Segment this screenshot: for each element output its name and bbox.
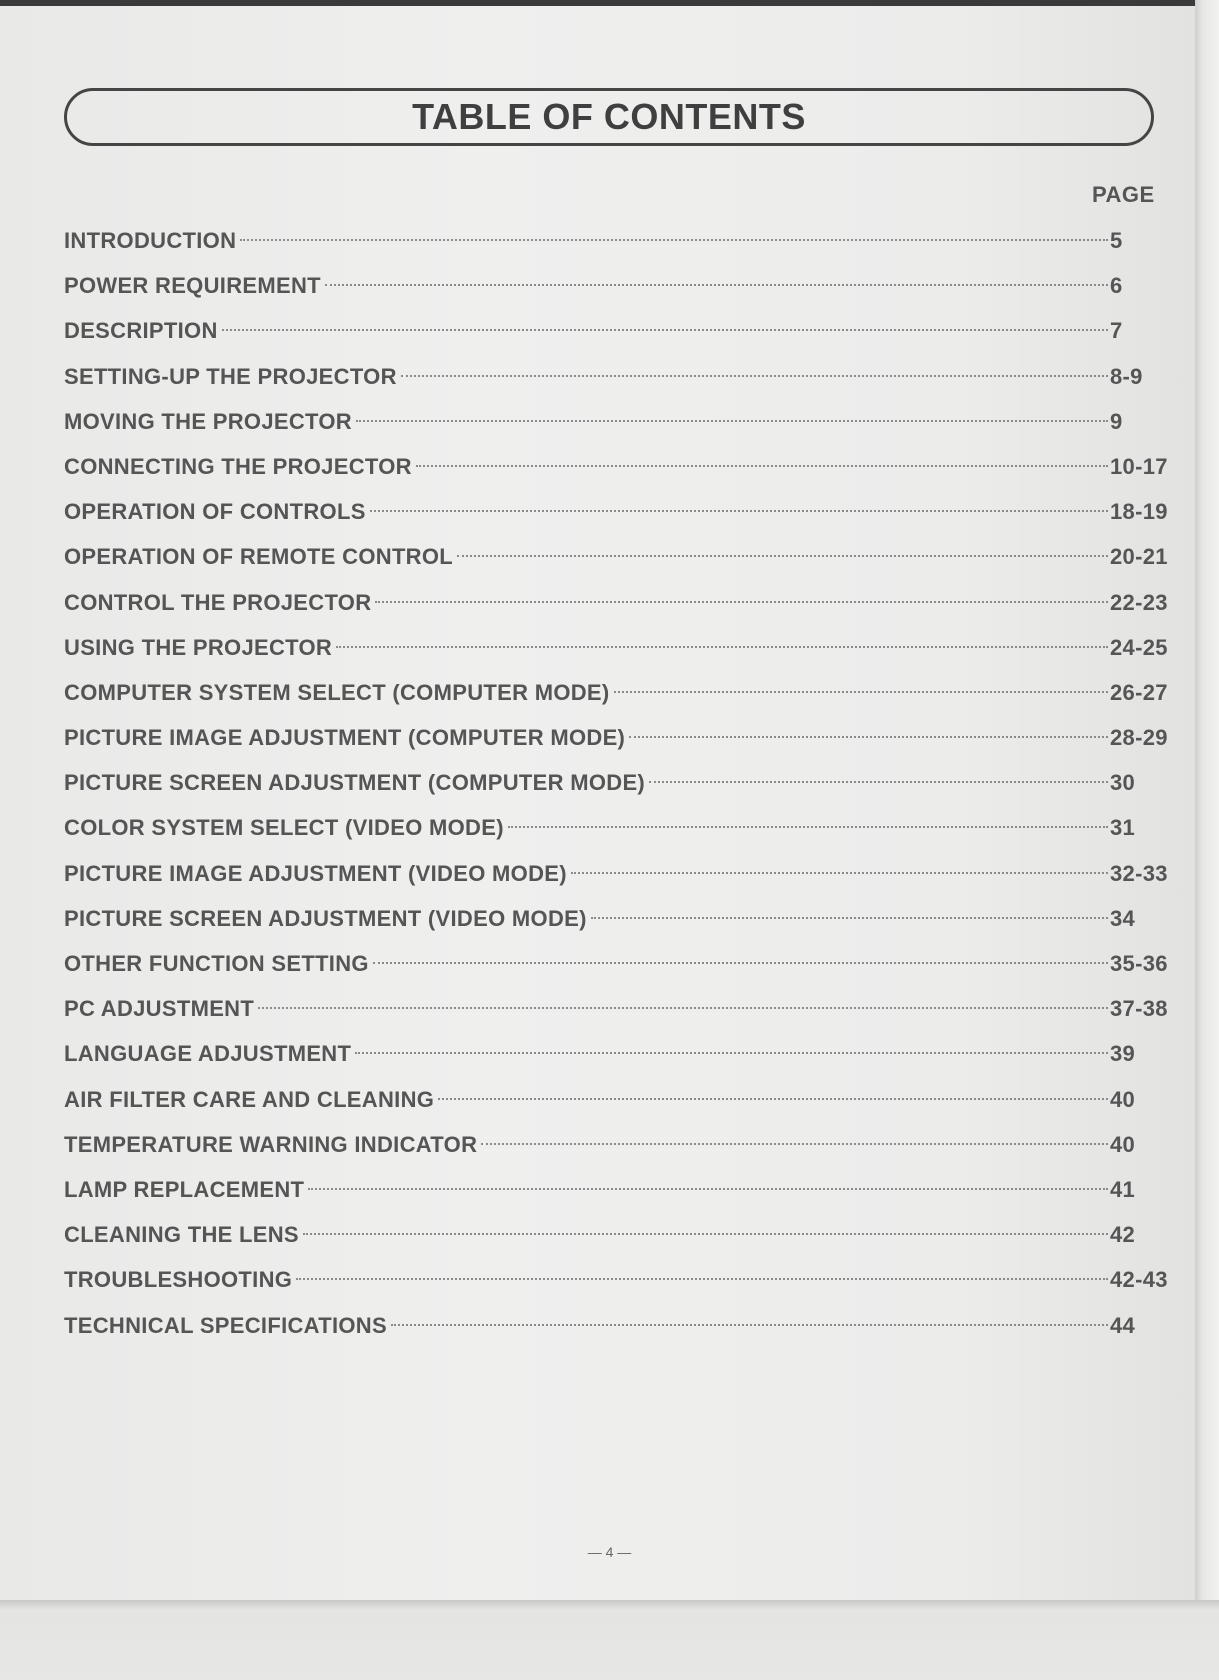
toc-entry xyxy=(64,996,1172,1041)
toc-entry-page: 32-33 xyxy=(1110,860,1168,886)
toc-entry-page: 40 xyxy=(1110,1131,1136,1157)
toc-entry-page: 34 xyxy=(1110,905,1136,931)
toc-entry xyxy=(64,861,1172,906)
toc-entry xyxy=(64,1267,1172,1312)
toc-entry-title: PICTURE SCREEN ADJUSTMENT (VIDEO MODE) xyxy=(64,905,587,931)
toc-entry-page: 35-36 xyxy=(1110,951,1168,976)
page-column-header: PAGE xyxy=(1092,182,1155,207)
dot-leader xyxy=(375,601,1108,603)
toc-entry xyxy=(64,409,1172,454)
toc-entry xyxy=(64,590,1172,635)
toc-entry xyxy=(64,364,1172,409)
toc-entry-page: 30 xyxy=(1110,770,1136,796)
toc-entry-title: PICTURE IMAGE ADJUSTMENT (VIDEO MODE) xyxy=(64,860,567,886)
toc-entry-page: 40 xyxy=(1110,1086,1136,1112)
toc-entry-page: 41 xyxy=(1110,1176,1136,1202)
toc-entry-page: 18-19 xyxy=(1110,499,1168,525)
dot-leader xyxy=(308,1188,1108,1190)
dot-leader xyxy=(296,1278,1108,1280)
toc-entry-title: CONTROL THE PROJECTOR xyxy=(64,589,372,615)
toc-entry-title: TEMPERATURE WARNING INDICATOR xyxy=(64,1131,478,1157)
dot-leader xyxy=(629,736,1108,738)
toc-entry-title: TROUBLESHOOTING xyxy=(64,1267,293,1293)
toc-entry-title: USING THE PROJECTOR xyxy=(64,634,333,660)
dot-leader xyxy=(373,962,1108,964)
toc-entry-title: POWER REQUIREMENT xyxy=(64,273,321,299)
dot-leader xyxy=(336,646,1108,648)
dot-leader xyxy=(303,1233,1108,1235)
toc-entry-page: 10-17 xyxy=(1110,453,1168,479)
toc-entry xyxy=(64,815,1172,860)
toc-entry-page: 24-25 xyxy=(1110,634,1168,660)
dot-leader xyxy=(591,917,1108,919)
scan-bottom-edge xyxy=(0,1600,1219,1680)
toc-entry-page: 9 xyxy=(1110,408,1123,434)
toc-entry-title: PC ADJUSTMENT xyxy=(64,996,255,1022)
toc-entry-title: SETTING-UP THE PROJECTOR xyxy=(64,363,397,389)
toc-entry-page: 39 xyxy=(1110,1041,1136,1067)
toc-entry-title: CONNECTING THE PROJECTOR xyxy=(64,453,412,479)
toc-entry xyxy=(64,499,1172,544)
dot-leader xyxy=(401,375,1108,377)
toc-entry xyxy=(64,635,1172,680)
dot-leader xyxy=(370,510,1108,512)
dot-leader xyxy=(391,1324,1108,1326)
toc-entry xyxy=(64,1087,1172,1132)
toc-entry-title: LAMP REPLACEMENT xyxy=(64,1176,305,1202)
toc-entry xyxy=(64,1177,1172,1222)
dot-leader xyxy=(649,781,1108,783)
dot-leader xyxy=(416,465,1108,467)
table-of-contents xyxy=(64,228,1172,1358)
toc-entry-title: MOVING THE PROJECTOR xyxy=(64,408,352,434)
toc-entry xyxy=(64,1132,1172,1177)
dot-leader xyxy=(457,555,1108,557)
dot-leader xyxy=(571,872,1108,874)
toc-entry-title: OTHER FUNCTION SETTING xyxy=(64,951,369,976)
toc-entry xyxy=(64,951,1172,996)
title-frame xyxy=(64,88,1154,146)
toc-entry-title: OPERATION OF CONTROLS xyxy=(64,499,366,525)
toc-entry-title: INTRODUCTION xyxy=(64,228,237,253)
toc-entry-title: PICTURE IMAGE ADJUSTMENT (COMPUTER MODE) xyxy=(64,725,626,751)
dot-leader xyxy=(508,826,1108,828)
dot-leader xyxy=(240,239,1108,241)
toc-entry xyxy=(64,228,1172,273)
toc-entry-page: 6 xyxy=(1110,273,1123,299)
toc-entry xyxy=(64,1222,1172,1267)
dot-leader xyxy=(258,1007,1108,1009)
toc-entry xyxy=(64,1041,1172,1086)
dot-leader xyxy=(325,284,1108,286)
toc-entry-page: 42 xyxy=(1110,1222,1136,1248)
footer-page-number: — 4 — xyxy=(587,1544,632,1560)
toc-entry-page: 44 xyxy=(1110,1312,1136,1338)
toc-entry xyxy=(64,454,1172,499)
toc-entry-page: 7 xyxy=(1110,318,1123,344)
dot-leader xyxy=(356,420,1108,422)
toc-entry-title: DESCRIPTION xyxy=(64,318,218,344)
toc-entry-page: 28-29 xyxy=(1110,725,1168,751)
toc-entry-page: 22-23 xyxy=(1110,589,1168,615)
toc-entry xyxy=(64,770,1172,815)
toc-entry-page: 42-43 xyxy=(1110,1267,1168,1293)
toc-entry xyxy=(64,680,1172,725)
toc-entry-title: CLEANING THE LENS xyxy=(64,1222,299,1248)
toc-entry xyxy=(64,544,1172,589)
toc-entry-title: AIR FILTER CARE AND CLEANING xyxy=(64,1086,435,1112)
dot-leader xyxy=(481,1143,1108,1145)
toc-entry xyxy=(64,273,1172,318)
toc-entry xyxy=(64,906,1172,951)
page-title: TABLE OF CONTENTS xyxy=(412,96,806,137)
dot-leader xyxy=(222,329,1108,331)
toc-entry xyxy=(64,318,1172,363)
toc-entry-title: LANGUAGE ADJUSTMENT xyxy=(64,1041,352,1067)
dot-leader xyxy=(355,1052,1108,1054)
toc-entry-page: 20-21 xyxy=(1110,544,1168,570)
toc-entry xyxy=(64,1313,1172,1358)
toc-entry-page: 37-38 xyxy=(1110,996,1168,1022)
toc-entry-page: 26-27 xyxy=(1110,679,1168,705)
toc-entry-page: 5 xyxy=(1110,228,1123,253)
toc-entry-page: 31 xyxy=(1110,815,1136,841)
toc-entry-title: COMPUTER SYSTEM SELECT (COMPUTER MODE) xyxy=(64,679,610,705)
toc-entry-title: TECHNICAL SPECIFICATIONS xyxy=(64,1312,387,1338)
dot-leader xyxy=(614,691,1108,693)
scan-right-edge xyxy=(1195,0,1219,1680)
toc-entry-title: OPERATION OF REMOTE CONTROL xyxy=(64,544,454,570)
toc-entry-title: PICTURE SCREEN ADJUSTMENT (COMPUTER MODE) xyxy=(64,770,646,796)
toc-entry-page: 8-9 xyxy=(1110,363,1143,389)
dot-leader xyxy=(438,1098,1108,1100)
toc-entry-title: COLOR SYSTEM SELECT (VIDEO MODE) xyxy=(64,815,504,841)
toc-entry xyxy=(64,725,1172,770)
document-page xyxy=(0,6,1195,1600)
